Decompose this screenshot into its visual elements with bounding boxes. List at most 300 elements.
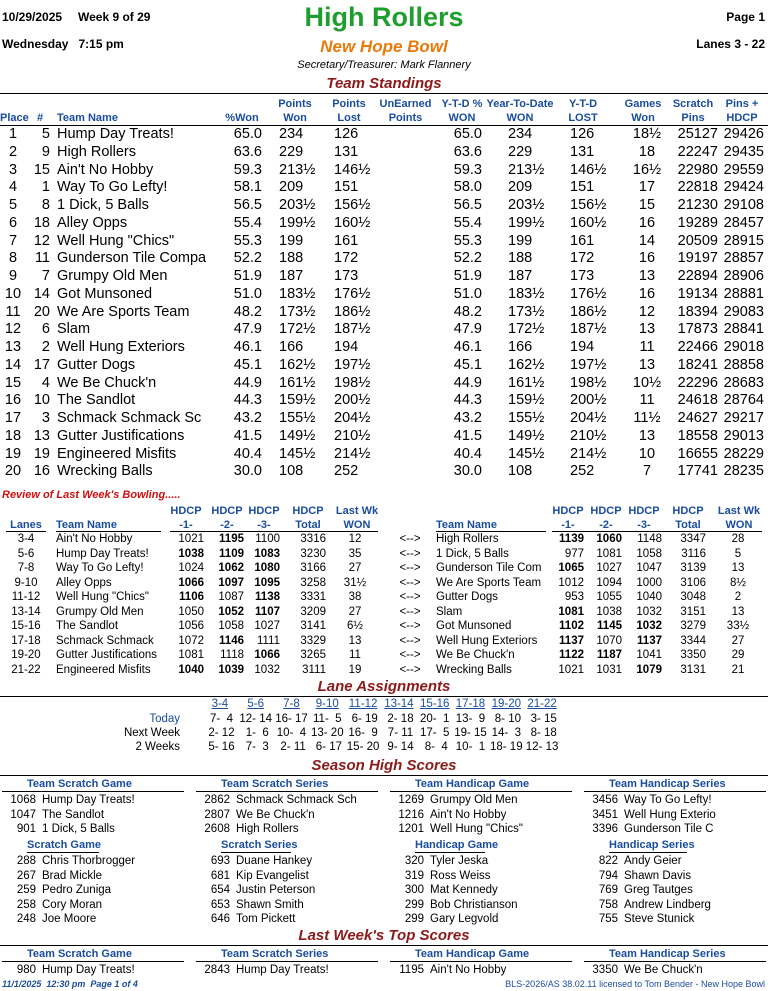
standings-row: [0, 427, 768, 445]
cell-num: 18: [33, 214, 50, 231]
col-points-won: Points Won: [278, 98, 312, 124]
cell-points-lost: 210½: [334, 427, 371, 444]
cell-points-lost: 160½: [334, 214, 371, 231]
cell-g1-left: 1056: [178, 620, 204, 632]
cell-ytd-won: 149½: [508, 427, 545, 444]
cell-ytd-pct: 51.0: [453, 285, 482, 302]
cell-team: Alley Opps: [57, 214, 128, 231]
cell-lanes: 15-16: [11, 620, 41, 632]
cell-g3-left: 1027: [254, 620, 280, 632]
cell-g3-left: 1083: [254, 547, 280, 560]
cell-points-won: 159½: [279, 392, 316, 409]
cell-total-right: 3139: [680, 562, 706, 574]
cell-num: 6: [41, 321, 50, 338]
cell-num: 4: [41, 374, 50, 391]
cell-team-right: 1 Dick, 5 Balls: [436, 547, 509, 560]
cell-points-lost: 194: [334, 339, 359, 355]
cell-ytd-pct: 44.3: [453, 392, 482, 409]
cell-team: Engineered Misfits: [57, 445, 177, 462]
bowler-name: Joe Moore: [42, 913, 97, 925]
cell-total-left: 3316: [300, 533, 326, 545]
cell-ytd-won: 155½: [508, 410, 545, 426]
score-value: 794: [598, 869, 618, 882]
underline: [415, 852, 485, 853]
cell-pctwon: 46.1: [233, 339, 262, 355]
cell-g1-left: 1050: [178, 605, 204, 618]
lane-pair: 7- 11: [384, 727, 414, 739]
cell-g2-right: 1070: [596, 634, 622, 647]
cell-scratch-pins: 22247: [677, 143, 718, 160]
underline: [27, 852, 99, 853]
cell-lanes: 13-14: [11, 605, 41, 618]
cell-ytd-lost: 187½: [570, 321, 607, 338]
cell-points-won: 145½: [279, 445, 316, 462]
cell-team-left: Engineered Misfits: [56, 663, 151, 676]
cell-points-lost: 176½: [334, 285, 371, 302]
cell-ytd-pct: 47.9: [453, 321, 482, 338]
cell-scratch-pins: 22818: [677, 179, 718, 196]
cell-scratch-pins: 22894: [677, 268, 718, 284]
block-title: Handicap Game: [415, 839, 499, 851]
cell-g2-right: 1094: [596, 576, 622, 589]
cell-pctwon: 63.6: [233, 143, 262, 160]
col-ytd-pct: Y-T-D % WON: [441, 98, 483, 124]
bowler-name: Hump Day Treats!: [236, 964, 329, 976]
cell-place: 15: [4, 374, 22, 391]
cell-lastwk-left: 6½: [347, 620, 363, 632]
cell-ytd-lost: 156½: [570, 197, 607, 213]
bowler-name: Duane Hankey: [236, 855, 313, 867]
col-unearned: UnEarned Points: [379, 98, 432, 124]
cell-team-right: Wrecking Balls: [436, 663, 512, 676]
footer-right: BLS-2026/AS 38.02.11 licensed to Tom Bender - New Hope Bowl: [505, 979, 765, 989]
cell-num: 1: [41, 179, 50, 196]
cell-g1-left: 1072: [178, 634, 204, 647]
cell-games-won: 16: [638, 214, 656, 231]
bowler-name: Shawn Smith: [236, 898, 304, 911]
score-value: 300: [404, 884, 424, 896]
cell-team: Gutter Dogs: [57, 356, 136, 373]
cell-points-won: 108: [279, 463, 304, 480]
score-value: 2807: [204, 808, 230, 821]
cell-points-won: 199½: [279, 214, 316, 231]
col-ytd-lost: Y-T-D LOST: [568, 98, 598, 124]
cell-pctwon: 45.1: [233, 356, 262, 373]
cell-g3-left: 1138: [255, 591, 280, 603]
cell-total-left: 3141: [300, 620, 326, 632]
cell-team-right: Gunderson Tile Com: [436, 562, 542, 574]
cell-scratch-pins: 19197: [677, 250, 718, 267]
score-value: 299: [404, 898, 424, 911]
lane-pair: 20- 1: [419, 713, 450, 725]
cell-ytd-lost: 146½: [570, 161, 607, 178]
standings-row: [0, 374, 768, 392]
standings-row: [0, 445, 768, 463]
cell-team: High Rollers: [57, 143, 136, 160]
block-title: Team Scratch Series: [221, 948, 329, 960]
cell-place: 11: [5, 303, 21, 320]
score-value: 822: [598, 855, 618, 867]
lane-pair: 6- 17: [312, 741, 342, 753]
cell-total-left: 3209: [300, 605, 326, 618]
cell-ytd-lost: 210½: [570, 427, 607, 444]
lane-header: 3-4: [211, 698, 229, 710]
cell-pctwon: 59.3: [233, 161, 262, 178]
cell-scratch-pins: 18558: [677, 427, 718, 444]
section-title-lanes: Lane Assignments: [317, 678, 451, 695]
cell-team: Schmack Schmack Sc: [57, 410, 202, 426]
score-value: 3451: [592, 808, 618, 821]
bowler-name: Way To Go Lefty!: [624, 794, 712, 806]
cell-g3-left: 1107: [255, 605, 280, 618]
cell-points-lost: 186½: [334, 303, 371, 320]
cell-pctwon: 51.9: [233, 268, 262, 284]
review-row: [0, 532, 768, 547]
col-g3-left: HDCP -3-: [248, 505, 280, 531]
cell-scratch-pins: 20509: [677, 232, 718, 249]
lane-header: 15-16: [419, 698, 450, 710]
cell-team: Slam: [57, 321, 91, 338]
cell-team-right: Got Munsoned: [436, 620, 512, 632]
cell-place: 19: [4, 445, 22, 462]
cell-total-left: 3258: [300, 576, 326, 589]
cell-lastwk-right: 13: [731, 562, 745, 574]
cell-lanes: 7-8: [17, 562, 35, 574]
score-value: 980: [16, 964, 36, 976]
cell-lastwk-left: 12: [348, 533, 362, 545]
cell-total-right: 3151: [680, 605, 706, 618]
lane-pair: 14- 3: [491, 727, 521, 739]
lane-row-label: Next Week: [123, 727, 180, 739]
cell-num: 2: [41, 339, 50, 355]
lane-pair: 15- 20: [346, 741, 380, 753]
cell-lanes: 5-6: [17, 547, 35, 560]
cell-lastwk-right: 2: [734, 591, 742, 603]
cell-pins-hdcp: 28683: [723, 374, 764, 391]
cell-total-right: 3344: [680, 634, 706, 647]
cell-team: Hump Day Treats!: [57, 126, 174, 142]
cell-ytd-lost: 200½: [570, 392, 607, 409]
cell-lastwk-left: 38: [348, 591, 362, 603]
cell-total-left: 3265: [300, 649, 326, 661]
cell-g3-right: 1000: [636, 576, 662, 589]
cell-pctwon: 47.9: [233, 321, 262, 338]
bowler-name: Andrew Lindberg: [624, 898, 711, 911]
bowler-name: 1 Dick, 5 Balls: [42, 823, 115, 835]
cell-g3-right: 1032: [636, 620, 662, 632]
cell-points-lost: 161: [334, 232, 359, 249]
cell-ytd-lost: 126: [570, 126, 595, 142]
cell-num: 12: [33, 232, 50, 249]
cell-pins-hdcp: 28235: [723, 463, 764, 480]
score-value: 755: [598, 913, 618, 925]
review-row: [0, 561, 768, 576]
block-title: Team Handicap Game: [415, 778, 530, 790]
header-page: Page 1: [726, 10, 765, 24]
cell-points-lost: 146½: [334, 161, 371, 178]
cell-total-right: 3116: [681, 547, 706, 560]
cell-team: Gunderson Tile Compa: [57, 250, 207, 267]
block-title: Team Handicap Series: [609, 948, 726, 960]
bowler-name: Andy Geier: [624, 855, 682, 867]
cell-place: 20: [4, 463, 22, 480]
lane-pair: 2- 11: [277, 741, 306, 753]
cell-team: We Are Sports Team: [57, 303, 190, 320]
score-value: 3456: [592, 794, 618, 806]
cell-games-won: 13: [638, 427, 656, 444]
lane-pair: 8- 4: [421, 741, 448, 753]
cell-lanes: 17-18: [11, 634, 41, 647]
cell-total-left: 3111: [302, 663, 326, 676]
bowler-name: The Sandlot: [42, 808, 105, 821]
score-value: 319: [404, 869, 424, 882]
review-row: [0, 576, 768, 591]
cell-ytd-won: 159½: [508, 392, 545, 409]
cell-ytd-lost: 186½: [570, 303, 607, 320]
cell-scratch-pins: 19134: [677, 285, 718, 302]
col-lastwk-right: Last Wk WON: [717, 505, 761, 531]
cell-points-won: 234: [279, 126, 304, 142]
cell-points-won: 166: [279, 339, 304, 355]
lane-pair: 12- 14: [239, 713, 272, 725]
cell-pins-hdcp: 28229: [723, 445, 764, 462]
cell-total-right: 3279: [680, 620, 706, 632]
lane-row-label: 2 Weeks: [135, 741, 180, 753]
cell-points-lost: 197½: [334, 356, 371, 373]
cell-points-won: 155½: [279, 410, 316, 426]
section-title-standings: Team Standings: [326, 75, 442, 92]
cell-scratch-pins: 16655: [677, 445, 718, 462]
lane-header: 19-20: [491, 698, 521, 710]
standings-row: [0, 320, 768, 338]
cell-pctwon: 43.2: [233, 410, 262, 426]
cell-pins-hdcp: 28764: [723, 392, 764, 409]
cell-scratch-pins: 25127: [677, 126, 718, 142]
cell-ytd-lost: 252: [570, 463, 595, 480]
cell-g1-right: 1139: [559, 533, 584, 545]
cell-g1-left: 1106: [179, 591, 204, 603]
cell-lanes: 11-12: [11, 591, 41, 603]
cell-num: 19: [33, 445, 50, 462]
vs-arrow: <-->: [399, 634, 421, 647]
cell-points-won: 199: [279, 232, 304, 249]
cell-games-won: 15: [638, 197, 656, 213]
cell-ytd-lost: 160½: [570, 214, 607, 231]
cell-games-won: 14: [638, 232, 656, 249]
standings-row: [0, 356, 768, 374]
vs-arrow: <-->: [399, 562, 421, 574]
underline: [584, 961, 766, 962]
bowler-name: Ain't No Hobby: [430, 964, 507, 976]
cell-team: Well Hung Exteriors: [57, 339, 185, 355]
block-title: Team Scratch Game: [27, 948, 132, 960]
cell-scratch-pins: 21230: [677, 197, 718, 213]
cell-ytd-pct: 52.2: [453, 250, 482, 267]
bowler-name: We Be Chuck'n: [236, 808, 315, 821]
underline: [584, 791, 766, 792]
cell-g3-right: 1041: [636, 649, 662, 661]
cell-total-left: 3166: [300, 562, 326, 574]
cell-pctwon: 58.1: [233, 179, 262, 196]
col-g1-left: HDCP -1-: [170, 505, 202, 531]
col-pctwon: %Won: [225, 112, 259, 124]
cell-ytd-won: 183½: [508, 285, 545, 302]
cell-games-won: 13: [638, 356, 656, 373]
score-value: 769: [598, 884, 618, 896]
cell-ytd-lost: 214½: [570, 445, 607, 462]
cell-g1-right: 1012: [558, 576, 584, 589]
cell-pctwon: 55.4: [233, 214, 262, 231]
cell-lanes: 9-10: [14, 576, 38, 589]
score-value: 299: [404, 913, 424, 925]
cell-g1-left: 1038: [178, 547, 204, 560]
score-value: 288: [16, 855, 36, 867]
cell-pins-hdcp: 29217: [723, 410, 764, 426]
cell-pctwon: 52.2: [233, 250, 262, 267]
lane-pair: 17- 5: [419, 727, 450, 739]
standings-row: [0, 285, 768, 303]
cell-ytd-pct: 51.9: [453, 268, 482, 284]
cell-games-won: 16: [638, 250, 656, 267]
lane-pair: 19- 15: [454, 727, 487, 739]
col-num: #: [36, 112, 44, 124]
cell-place: 3: [8, 161, 18, 178]
cell-place: 13: [4, 339, 22, 355]
bowler-name: Grumpy Old Men: [430, 794, 518, 806]
cell-lastwk-left: 27: [348, 605, 362, 618]
cell-g2-right: 1031: [596, 663, 622, 676]
cell-g3-left: 1100: [255, 533, 280, 545]
cell-games-won: 11½: [633, 410, 661, 426]
score-value: 320: [404, 855, 424, 867]
underline: [2, 791, 184, 792]
lane-row-label: Today: [149, 713, 180, 725]
cell-team: Gutter Justifications: [57, 427, 185, 444]
score-value: 693: [210, 855, 230, 867]
cell-ytd-won: 199: [508, 232, 533, 249]
lane-header: 17-18: [455, 698, 486, 710]
lane-pair: 8- 18: [527, 727, 557, 739]
cell-points-lost: 172: [334, 250, 359, 267]
cell-lastwk-left: 11: [349, 649, 361, 661]
lane-pair: 13- 9: [455, 713, 486, 725]
cell-num: 13: [33, 427, 50, 444]
bowler-name: Ross Weiss: [430, 869, 491, 882]
cell-points-won: 173½: [279, 303, 316, 320]
cell-pctwon: 56.5: [233, 197, 262, 213]
lane-header: 11-12: [348, 698, 378, 710]
standings-row: [0, 143, 768, 161]
cell-team-left: Alley Opps: [56, 576, 112, 589]
cell-ytd-pct: 59.3: [453, 161, 482, 178]
lane-pair: 3- 15: [527, 713, 557, 725]
lane-pair: 1- 6: [242, 727, 269, 739]
block-title: Scratch Game: [27, 839, 101, 851]
score-value: 2862: [204, 794, 230, 806]
cell-g1-right: 1137: [559, 634, 584, 647]
cell-ytd-won: 173½: [508, 303, 545, 320]
cell-pins-hdcp: 28841: [723, 321, 764, 338]
cell-g2-left: 1052: [218, 605, 244, 618]
cell-ytd-pct: 44.9: [453, 374, 482, 391]
cell-ytd-pct: 58.0: [453, 179, 482, 196]
cell-place: 2: [8, 143, 18, 160]
header-lanes: Lanes 3 - 22: [696, 37, 765, 51]
cell-lastwk-left: 27: [348, 562, 362, 574]
cell-place: 14: [4, 356, 22, 373]
header-week: Week 9 of 29: [78, 10, 151, 24]
league-title: High Rollers: [304, 2, 464, 32]
cell-g3-right: 1148: [637, 533, 662, 545]
bowler-name: Well Hung Exterio: [624, 808, 716, 821]
cell-lastwk-right: 29: [731, 649, 745, 661]
cell-pctwon: 44.3: [233, 392, 262, 409]
cell-team-right: Slam: [436, 605, 463, 618]
cell-total-right: 3347: [680, 533, 706, 545]
cell-ytd-won: 234: [508, 126, 533, 142]
review-row: [0, 648, 768, 663]
section-title-lastweek: Last Week's Top Scores: [298, 927, 470, 944]
cell-lastwk-left: 31½: [343, 576, 367, 589]
cell-scratch-pins: 17873: [677, 321, 718, 338]
cell-total-right: 3350: [680, 649, 706, 661]
cell-num: 11: [34, 250, 50, 267]
cell-g3-left: 1032: [254, 663, 280, 676]
score-value: 1047: [10, 808, 36, 821]
bowler-name: We Be Chuck'n: [624, 964, 703, 976]
cell-g3-left: 1111: [256, 634, 280, 647]
cell-place: 6: [8, 214, 18, 231]
cell-g1-right: 1021: [558, 663, 584, 676]
lane-pair: 13- 20: [310, 727, 344, 739]
vs-arrow: <-->: [399, 547, 421, 560]
cell-scratch-pins: 18394: [677, 303, 718, 320]
lane-pair: 12- 13: [525, 741, 559, 753]
cell-num: 5: [41, 126, 50, 142]
col-g2-right: HDCP -2-: [590, 505, 622, 531]
bowler-name: Tyler Jeska: [430, 855, 489, 867]
cell-lanes: 19-20: [11, 649, 41, 661]
lane-pair: 7- 4: [206, 713, 233, 725]
col-scratch-pins: Scratch Pins: [672, 98, 714, 124]
review-row: [0, 634, 768, 649]
cell-team-right: Gutter Dogs: [436, 591, 498, 603]
cell-pins-hdcp: 29018: [723, 339, 764, 355]
block-title: Handicap Series: [609, 839, 695, 851]
cell-g3-right: 1032: [636, 605, 662, 618]
standings-row: [0, 125, 768, 143]
score-value: 258: [16, 898, 36, 911]
cell-place: 8: [8, 250, 18, 267]
cell-team-left: Gutter Justifications: [56, 649, 157, 661]
cell-ytd-won: 229: [508, 143, 533, 160]
cell-g2-left: 1146: [219, 634, 244, 647]
cell-pins-hdcp: 29426: [723, 126, 764, 142]
cell-g1-left: 1081: [178, 649, 204, 661]
cell-points-won: 203½: [279, 197, 316, 213]
cell-ytd-pct: 41.5: [453, 427, 482, 444]
lane-pair: 10- 4: [276, 727, 307, 739]
cell-ytd-lost: 198½: [570, 374, 607, 391]
cell-place: 17: [4, 410, 22, 426]
cell-points-lost: 173: [334, 268, 359, 284]
cell-games-won: 18½: [632, 126, 662, 142]
cell-team-left: Well Hung "Chics": [56, 591, 149, 603]
block-title: Team Handicap Game: [415, 948, 530, 960]
cell-lastwk-right: 27: [731, 634, 745, 647]
cell-pctwon: 41.5: [233, 427, 262, 444]
bowler-name: Gunderson Tile C: [624, 823, 714, 835]
